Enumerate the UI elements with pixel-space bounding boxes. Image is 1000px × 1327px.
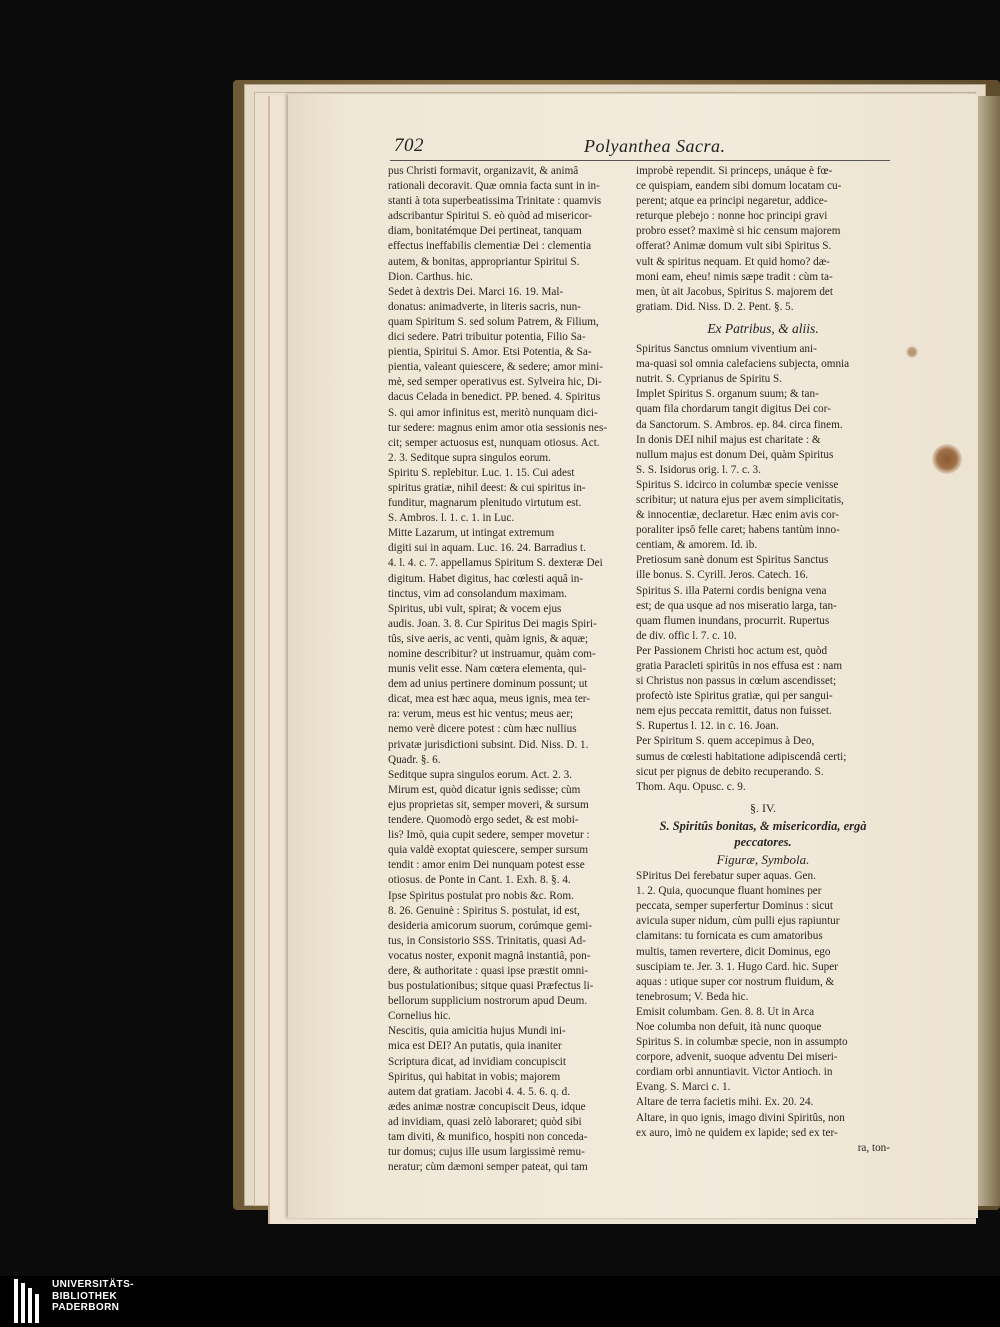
text-line: tus, in Consistorio SSS. Trinitatis, quasi Ad-	[388, 934, 587, 947]
right-text-block	[636, 869, 890, 1141]
paper-stain	[906, 346, 918, 358]
text-line: Seditque supra singulos eorum. Act. 2. 3.	[388, 768, 572, 781]
text-line: autem, & bonitas, appropriantur Spiritui S.	[388, 255, 580, 268]
library-logo-text	[52, 1279, 134, 1314]
text-line: profectò iste Spiritus gratiæ, qui per sangui-	[636, 690, 833, 703]
text-line: adscribantur Spiritui S. eò quòd ad misericor-	[388, 210, 592, 223]
logo-line: UNIVERSITÄTS-	[52, 1279, 134, 1290]
sub-heading: Figuræ, Symbola.	[716, 851, 810, 867]
text-line: returque plebejo : nonne hoc principi gravi	[636, 210, 828, 223]
text-line: ille bonus. S. Cyrill. Jeros. Catech. 16.	[636, 569, 809, 582]
text-line: sicut per pignus de debito recuperando. S.	[636, 765, 824, 778]
text-line: sumus de cœlesti habitatione adipiscendâ certi;	[636, 750, 847, 763]
text-line: & innocentiæ, declaretur. Hæc enim avis cor-	[636, 509, 839, 522]
text-line: cit; semper actuosus est, nunquam otiosus. Act.	[388, 436, 600, 449]
text-line: si Christus non passus in cœlum ascendisset;	[636, 675, 837, 688]
text-line: digiti sui in aquam. Luc. 16. 24. Barradius t.	[388, 542, 586, 555]
text-line: 1. 2. Quia, quocunque fluant homines per	[636, 885, 822, 898]
text-line: S. Rupertus l. 12. in c. 16. Joan.	[636, 720, 779, 733]
text-line: tendit : amor enim Dei nunquam potest esse	[388, 859, 585, 872]
text-line: funditur, magnarum plenitudo virtutum est.	[388, 497, 582, 510]
text-line: offerat? Animæ domum vult sibi Spiritus S.	[636, 240, 832, 253]
text-line: Spiritu S. replebitur. Luc. 1. 15. Cui adest	[388, 466, 575, 479]
text-line: Cornelius hic.	[388, 1010, 451, 1023]
text-line: dere, & authoritate : quasi ipse præstit omni-	[388, 964, 589, 977]
section-heading: peccatores.	[734, 834, 792, 849]
text-line: centiam, & amorem. Id. ib.	[636, 539, 758, 552]
text-line: Altare de terra facietis mihi. Ex. 20. 24.	[636, 1096, 814, 1109]
text-line: de div. offic l. 7. c. 10.	[636, 629, 737, 642]
text-line: In donis DEI nihil majus est charitate : &	[636, 433, 821, 446]
text-line: da Sanctorum. S. Ambros. ep. 84. circa finem.	[636, 418, 843, 431]
text-line: bellorum supplicium nostrorum apud Deum.	[388, 995, 588, 1008]
text-line: desideria amicorum suorum, corúmque gemi-	[388, 919, 593, 932]
text-line: nemo verè dicere potest : cùm hæc nullius	[388, 723, 577, 736]
header-rule	[390, 160, 890, 161]
text-line: ex auro, imò ne quidem ex lapide; sed ex ter-	[636, 1126, 838, 1139]
logo-line: BIBLIOTHEK	[52, 1290, 118, 1302]
text-line: tinctus, vim ad consolandum maximam.	[388, 587, 567, 600]
text-line: munis velit esse. Nam cœtera elementa, qui-	[388, 663, 587, 676]
text-line: dem ad unius pertinere dominum possunt; ut	[388, 678, 588, 691]
section-heading: S. Spiritûs bonitas, & misericordia, ergà	[659, 818, 867, 833]
text-line: perent; atque ea principi negaretur, addice-	[636, 195, 828, 208]
text-line: ma-quasi sol omnia calefaciens subjecta, omnia	[636, 358, 850, 371]
text-line: mè, sed semper operativus est. Sylveira hic, Di-	[388, 376, 602, 389]
text-line: Sedet à dextris Dei. Marci 16. 19. Mal-	[388, 285, 564, 298]
text-line: suscipiam te. Jer. 3. 1. Hugo Card. hic. Super	[636, 960, 838, 973]
text-line: stanti à tota superbeatissima Trinitate : quamvis	[388, 195, 602, 208]
text-line: Per Passionem Christi hoc actum est, quòd	[636, 644, 828, 657]
text-line: SPiritus Dei ferebatur super aquas. Gen.	[636, 870, 816, 883]
text-line: vult & spiritus nequam. Et quid homo? dæ-	[636, 255, 830, 268]
library-logo-icon	[14, 1279, 44, 1323]
page-number: 702	[394, 135, 424, 156]
section-heading: Ex Patribus, & aliis.	[707, 320, 819, 336]
text-line: poraliter ipsô felle caret; habens tantùm inno-	[636, 524, 840, 537]
text-line: quam Spiritum S. sed solum Patrem, & Filium,	[388, 315, 599, 328]
text-line: ce quispiam, eandem sibi domum locatam cu-	[636, 180, 842, 193]
text-line: effectus ineffabilis clementiæ Dei : clementia	[388, 240, 592, 253]
section-number: §. IV.	[749, 800, 777, 815]
running-title: Polyanthea Sacra.	[584, 136, 726, 156]
text-line: Spiritus S. illa Paterni cordis benigna vena	[636, 584, 827, 597]
text-line: dicat, mea est hæc aqua, meus ignis, mea ter-	[388, 693, 591, 706]
text-line: peccata, semper superfertur Dominus : sicut	[636, 900, 833, 913]
text-line: tûs, sive aeris, ac venti, quàm ignis, & aquæ;	[388, 632, 589, 645]
paper-stain	[932, 444, 962, 474]
text-line: pientia, valeant quiescere, & sedere; amor mini-	[388, 361, 603, 374]
text-line: gratia Paracleti spiritûs in nos effusa est : nam	[636, 660, 843, 672]
text-line: vocatus noster, exponit magnâ instantiâ, pon-	[388, 949, 591, 962]
text-line: aquas : utique super cor nostrum fluidum, &	[636, 975, 835, 988]
text-line: Spiritus S. in columbæ specie, non in assumpto	[636, 1036, 848, 1049]
text-line: otiosus. de Ponte in Cant. 1. Exh. 8. §. 4.	[388, 874, 571, 887]
text-line: Noe columba non defuit, ità nunc quoque	[636, 1020, 822, 1033]
text-line: moni eam, eheu! nimis sæpe tradit : cùm ta-	[636, 270, 833, 283]
right-text-block	[636, 342, 890, 795]
text-line: Quadr. §. 6.	[388, 753, 441, 766]
text-line: tendere. Quomodò ergo sedet, & est mobi-	[388, 814, 579, 827]
catchword: ra, ton-	[857, 1141, 890, 1154]
text-line: neratur; cùm dæmoni semper pateat, qui tam	[388, 1161, 588, 1174]
text-line: nomine describitur? ut instruamur, quàm com-	[388, 648, 596, 660]
text-line: corpore, advenit, suoque adventu Dei miseri-	[636, 1051, 838, 1064]
text-line: pus Christi formavit, organizavit, & animâ	[388, 165, 579, 177]
text-line: Spiritus S. idcirco in columbæ specie venisse	[636, 478, 839, 491]
text-line: nutrit. S. Cyprianus de Spiritu S.	[636, 373, 783, 386]
logo-line: PADERBORN	[52, 1302, 120, 1313]
text-line: Pretiosum sanè donum est Spiritus Sanctus	[636, 554, 829, 567]
right-text-column	[636, 164, 890, 1156]
text-line: 4. l. 4. c. 7. appellamus Spiritum S. dexteræ Dei	[388, 557, 603, 570]
text-line: Spiritus Sanctus omnium viventium ani-	[636, 343, 817, 356]
text-line: Ipse Spiritus postulat pro nobis &c. Rom.	[388, 889, 574, 902]
text-line: ra: verum, meus est hic ventus; meus aer;	[388, 708, 574, 721]
text-line: Emisit columbam. Gen. 8. 8. Ut in Arca	[636, 1005, 815, 1018]
text-line: lis? Imò, quia cupit sedere, semper movetur :	[388, 829, 590, 842]
text-line: Mitte Lazarum, ut intingat extremum	[388, 527, 555, 540]
text-line: Thom. Aqu. Opusc. c. 9.	[636, 780, 746, 793]
text-line: spiritus gratiæ, nihil deest: & cui spiritus in-	[388, 481, 586, 494]
right-text-block	[636, 164, 890, 315]
text-line: 2. 3. Seditque supra singulos eorum.	[388, 451, 551, 464]
text-line: digitum. Habet digitus, hac cœlesti aquâ in-	[388, 572, 584, 585]
text-line: donatus: animadverte, in literis sacris, nun-	[388, 300, 581, 313]
text-line: dacus Celada in benedict. PP. bened. 4. Spiritus	[388, 391, 601, 404]
text-line: clamitans: tu fornicata es cum amatoribus	[636, 930, 823, 943]
text-line: ejus proprietas sit, semper moveri, & sursum	[388, 798, 589, 811]
text-line: 8. 26. Genuinè : Spiritus S. postulat, id est,	[388, 904, 580, 917]
text-line: S. qui amor infinitus est, meritò nunquam dici-	[388, 406, 598, 419]
text-line: ad invidiam, quasi zelò laboraret; quòd sibi	[388, 1115, 582, 1128]
text-line: Evang. S. Marci c. 1.	[636, 1081, 731, 1094]
text-line: tur domus; cujus ille usum largissimè remu-	[388, 1146, 585, 1159]
text-line: improbè rependit. Si princeps, unáque è fœ-	[636, 165, 833, 177]
text-line: Spiritus, qui habitat in vobis; majorem	[388, 1070, 561, 1083]
text-line: S. Ambros. l. 1. c. 1. in Luc.	[388, 512, 515, 525]
text-line: Implet Spiritus S. organum suum; & tan-	[636, 388, 819, 401]
text-line: Mirum est, quòd dicatur ignis sedisse; cùm	[388, 783, 581, 796]
text-line: Dion. Carthus. hic.	[388, 270, 473, 283]
text-line: bus postulationibus; sitque quasi Præfectus li-	[388, 980, 594, 993]
text-line: cordiam orbi annuntiavit. Victor Antioch. in	[636, 1066, 833, 1079]
text-line: avicula super nidum, cùm pulli ejus rapiuntur	[636, 915, 840, 928]
text-line: Per Spiritum S. quem accepimus à Deo,	[636, 735, 815, 748]
text-line: multis, tamen revertere, dicit Dominus, ego	[636, 945, 831, 958]
text-line: mica est DEI? An putatis, quia inaniter	[388, 1040, 562, 1053]
text-line: dici sedere. Patri tribuitur potentia, Filio Sa-	[388, 331, 586, 344]
footer-bar	[0, 1276, 1000, 1327]
text-line: nem ejus peccata remittit, datus non fuisset.	[636, 705, 832, 718]
text-line: S. S. Isidorus orig. l. 7. c. 3.	[636, 463, 761, 476]
text-line: pientia, Spiritui S. Amor. Etsi Potentia, & Sa-	[388, 346, 592, 359]
text-line: est; de qua usque ad nos miseratio larga, tan-	[636, 599, 837, 612]
text-line: quam fila chordarum tangit digitus Dei cor-	[636, 403, 831, 416]
text-line: gratiam. Did. Niss. D. 2. Pent. §. 5.	[636, 300, 794, 313]
text-line: probro esset? maximè si hic censum majorem	[636, 225, 841, 238]
text-line: privatæ jurisdictioni subsint. Did. Niss. D. 1.	[388, 738, 589, 751]
text-line: Spiritus, ubi vult, spirat; & vocem ejus	[388, 602, 562, 615]
text-line: audis. Joan. 3. 8. Cur Spiritus Dei magis Spiri-	[388, 617, 597, 630]
text-line: men, ùt ait Jacobus, Spiritus S. majorem det	[636, 285, 833, 298]
text-line: Nescitis, quia amicitia hujus Mundi ini-	[388, 1025, 566, 1038]
text-line: Altare, in quo ignis, imago divini Spiritûs, non	[636, 1111, 845, 1124]
text-line: quam flumen inundans, procurrit. Rupertus	[636, 614, 830, 627]
text-line: tenebrosum; V. Beda hic.	[636, 990, 749, 1003]
text-line: Scriptura dicat, ad invidiam concupiscit	[388, 1055, 567, 1068]
text-line: diam, bonitatémque Dei pertineat, tanquam	[388, 225, 582, 238]
text-line: ædes animæ nostræ concupiscit Deus, idque	[388, 1100, 586, 1113]
text-line: autem dat gratiam. Jacobi 4. 4. 5. 6. q. d.	[388, 1085, 571, 1098]
text-line: quia valdè exoptat quiescere, semper sursum	[388, 844, 589, 857]
text-line: nullum majus est donum Dei, quàm Spiritus	[636, 448, 834, 461]
text-line: scribitur; ut natura ejus per avem simplicitatis,	[636, 493, 844, 506]
text-line: rationali decoravit. Quæ omnia facta sunt in in-	[388, 180, 600, 193]
text-line: tam diviti, & munifico, hospiti non conceda-	[388, 1131, 588, 1143]
left-text-column	[388, 164, 636, 1175]
text-line: tur sedere: magnus enim amor otia sessionis nes-	[388, 421, 608, 434]
